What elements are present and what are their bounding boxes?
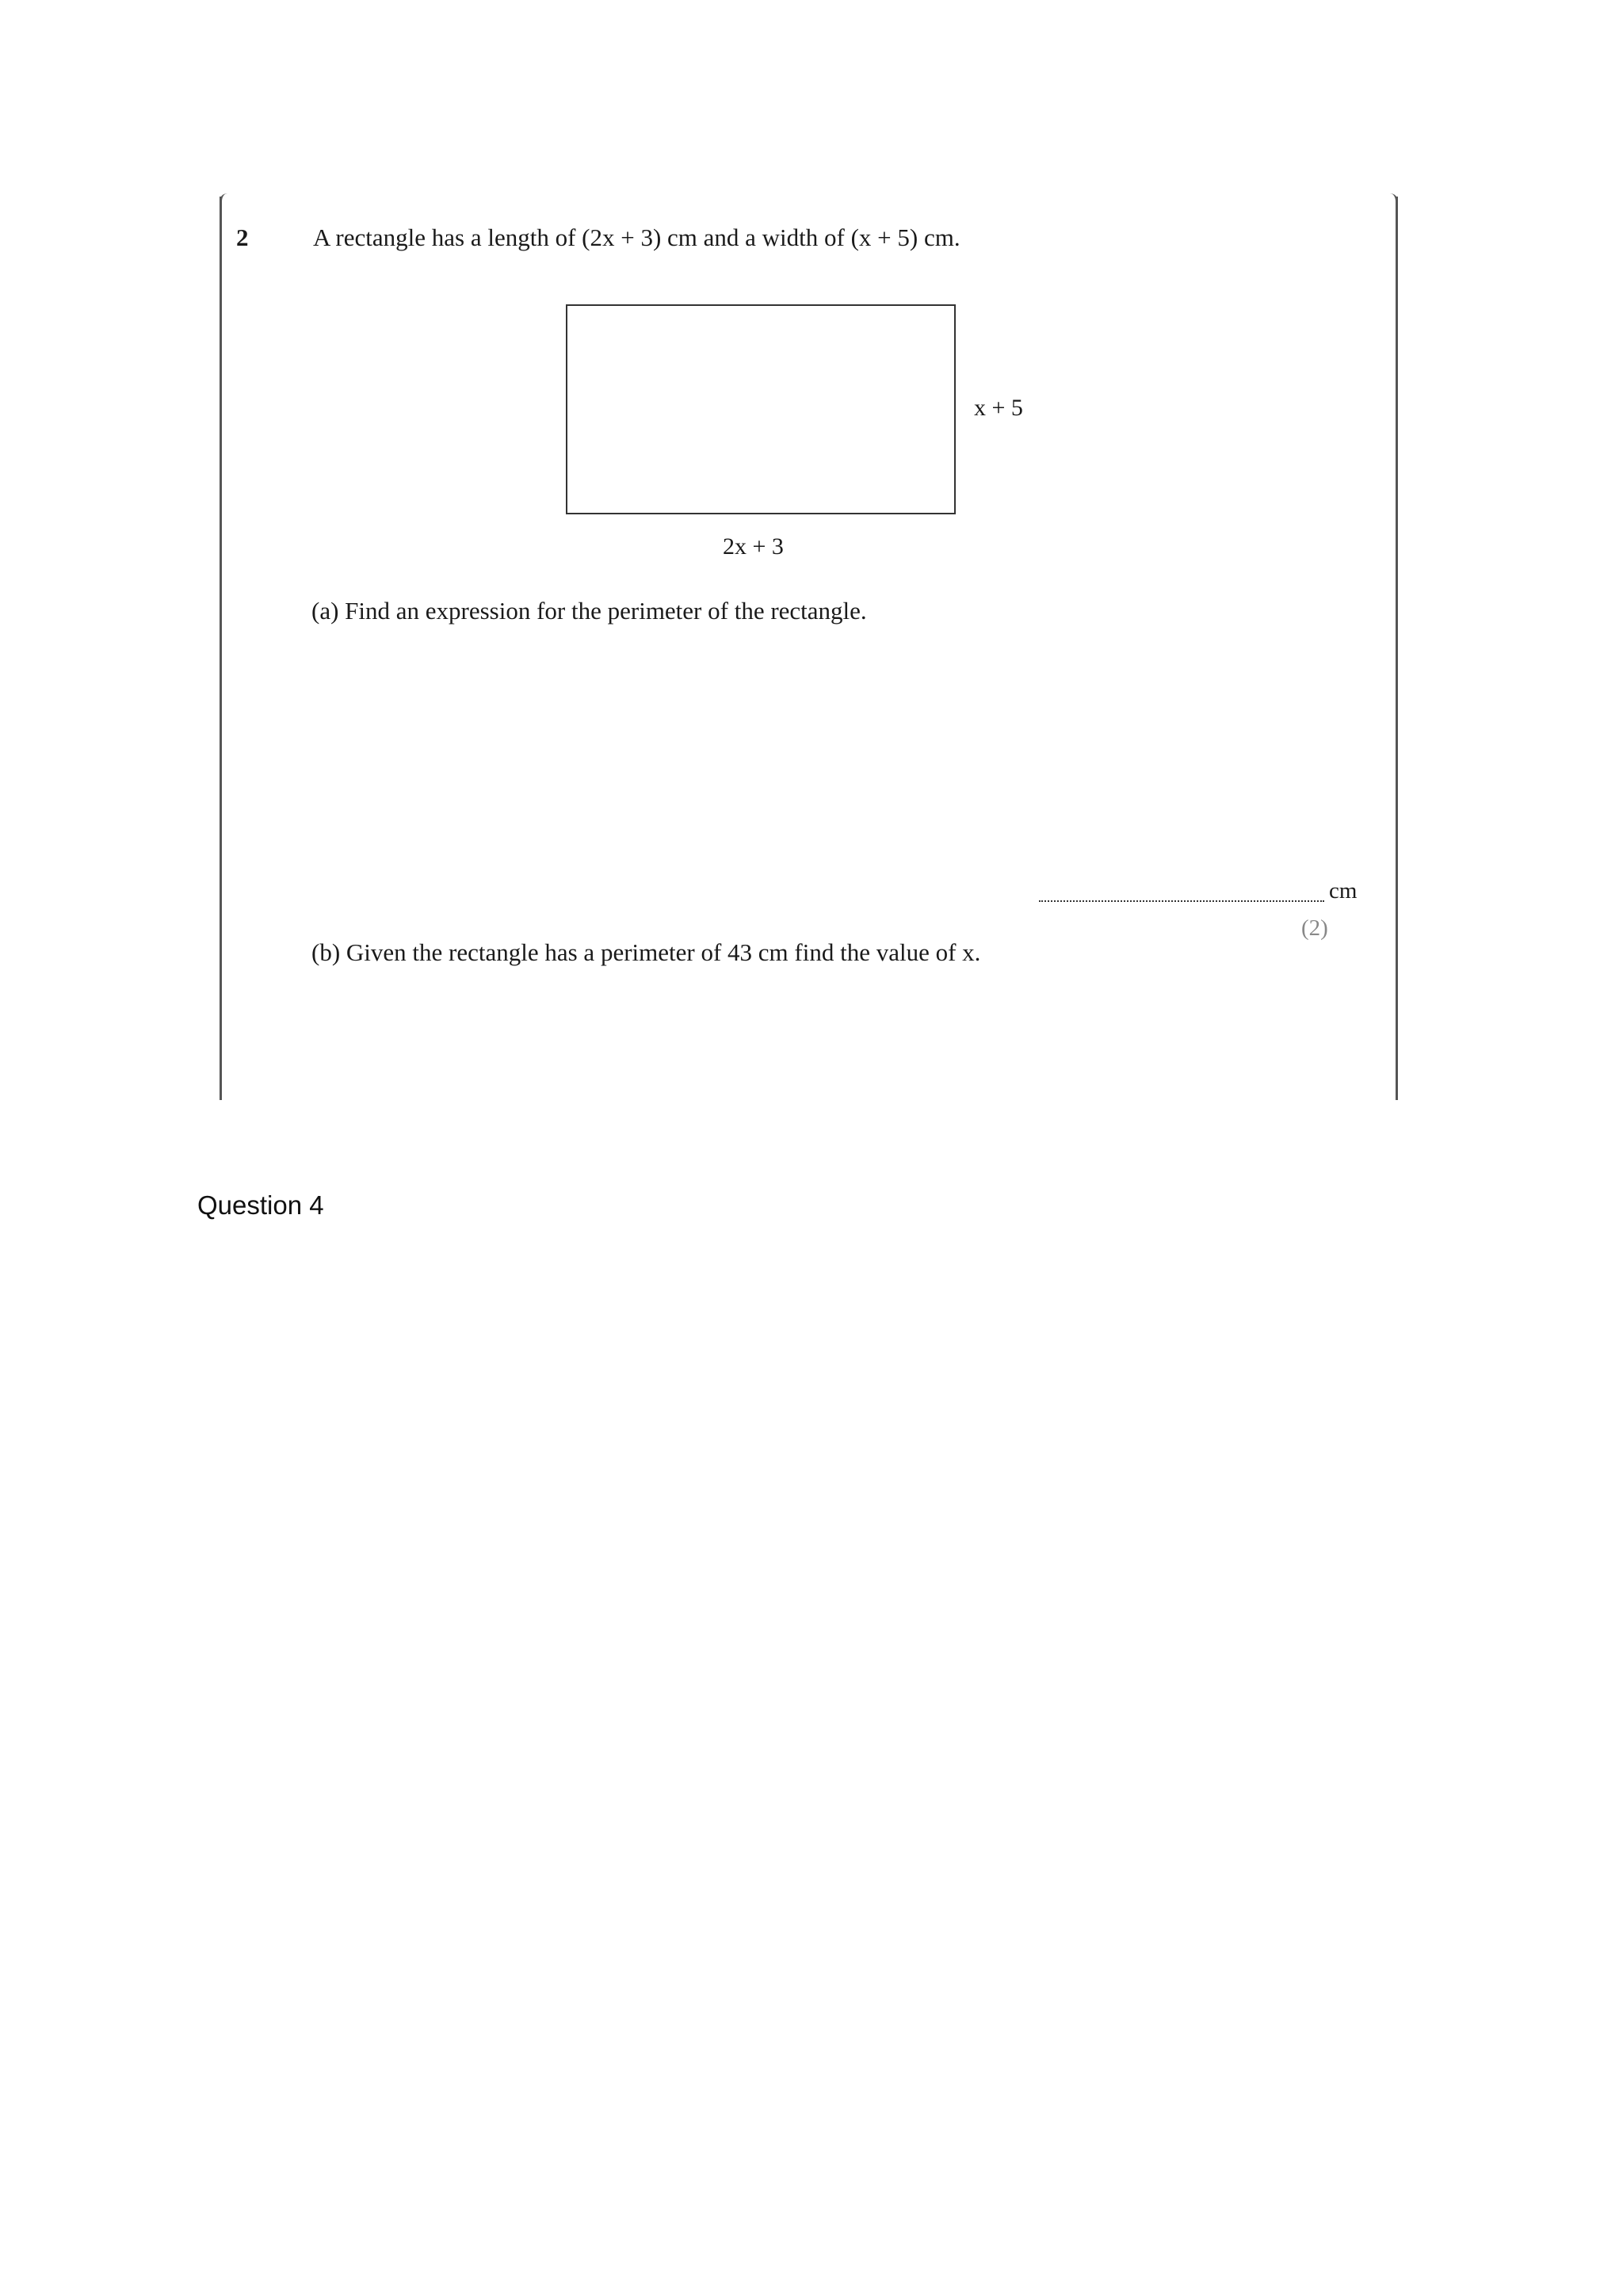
- next-question-heading: Question 4: [197, 1190, 324, 1220]
- question-text: A rectangle has a length of (2x + 3) cm and a width of (x + 5) cm.: [313, 223, 960, 251]
- rectangle-diagram: [566, 304, 956, 514]
- part-a-marks: (2): [1301, 915, 1328, 941]
- part-a-answer-line[interactable]: [1039, 900, 1324, 902]
- part-a-text: (a) Find an expression for the perimeter of the rectangle.: [311, 597, 867, 625]
- part-b-text: (b) Given the rectangle has a perimeter of 43 cm find the value of x.: [311, 938, 981, 966]
- frame-right-border: [1396, 197, 1398, 1100]
- question-number: 2: [236, 223, 249, 251]
- part-a-answer-unit: cm: [1329, 878, 1358, 904]
- rectangle-width-label: x + 5: [974, 395, 1023, 421]
- rectangle-length-label: 2x + 3: [723, 533, 784, 560]
- frame-left-border: [220, 197, 222, 1100]
